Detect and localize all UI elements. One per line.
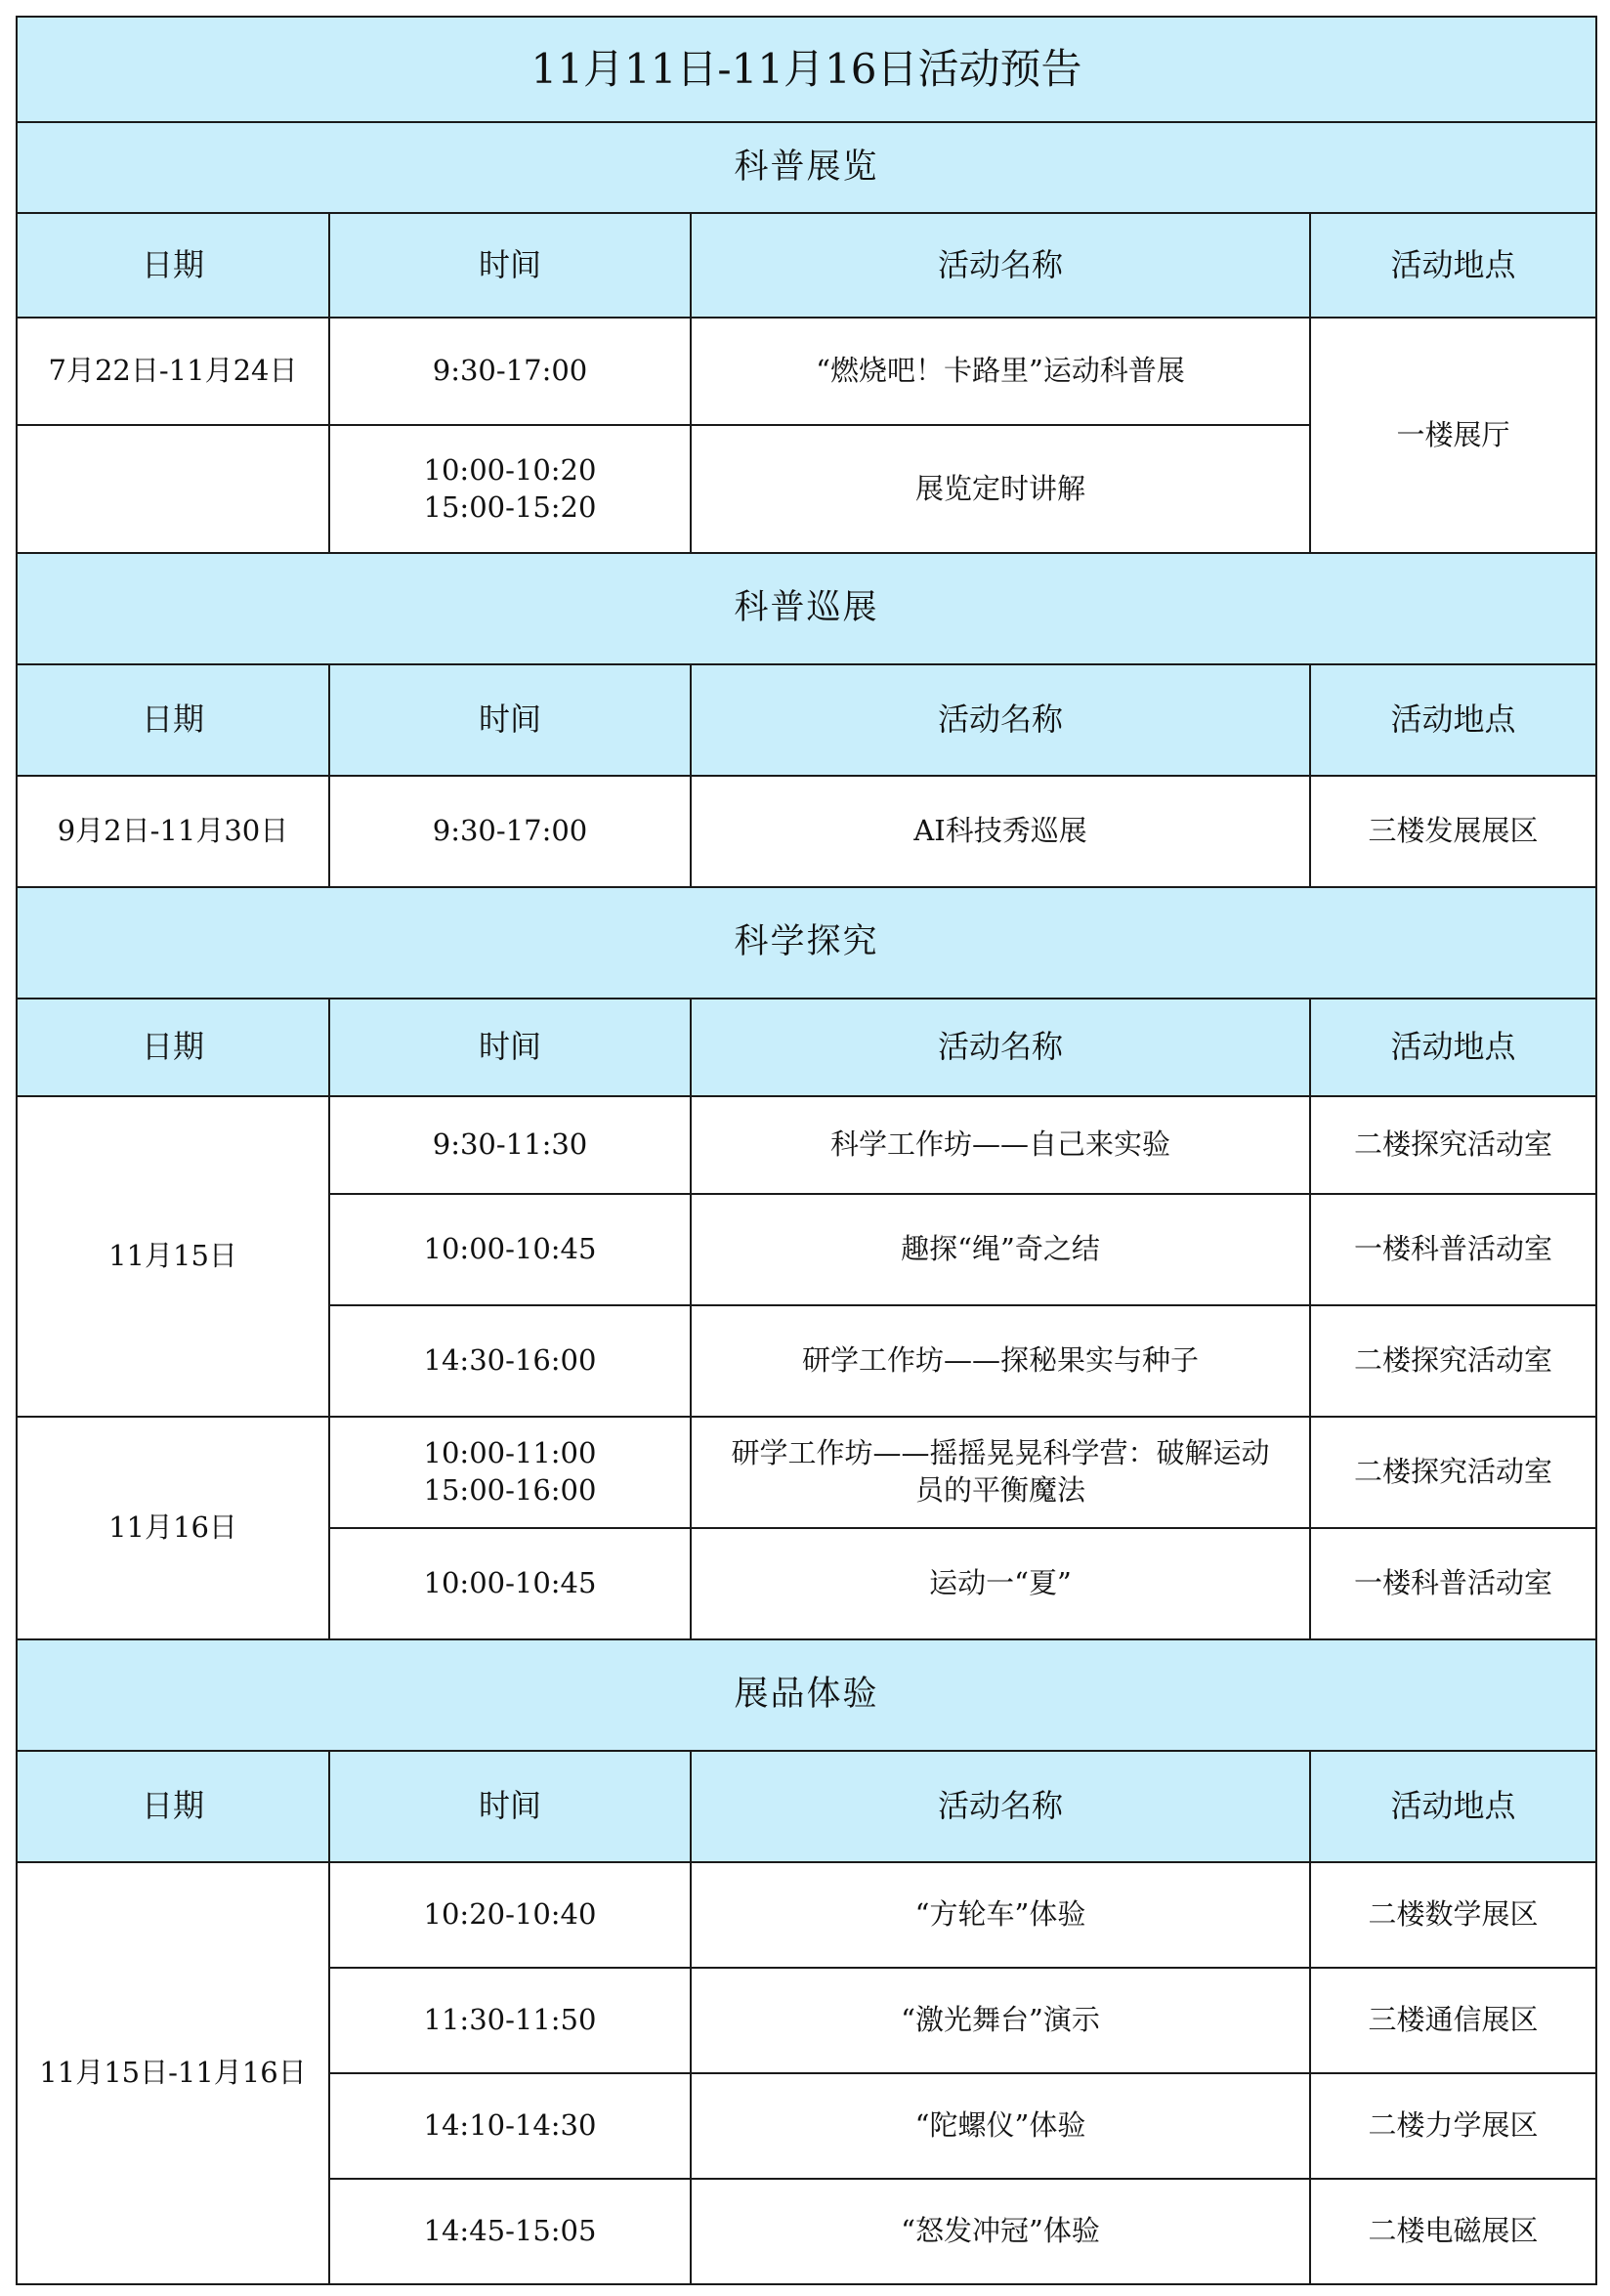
column-header-time: 时间 bbox=[329, 664, 691, 776]
time-cell bbox=[329, 1194, 691, 1305]
time-line: 15:00-15:20 bbox=[423, 489, 597, 524]
time-cell bbox=[329, 1417, 691, 1528]
time-line: 14:30-16:00 bbox=[423, 1343, 597, 1378]
activity-name-cell: “方轮车”体验 bbox=[691, 1862, 1310, 1968]
time-line: 10:00-10:45 bbox=[423, 1566, 597, 1600]
column-header-row bbox=[17, 213, 1596, 318]
column-header-row bbox=[17, 1751, 1596, 1862]
time-cell bbox=[329, 1862, 691, 1968]
time-line: 10:00-11:00 bbox=[423, 1436, 597, 1470]
column-header-name: 活动名称 bbox=[691, 213, 1310, 318]
place-cell: 一楼科普活动室 bbox=[1310, 1528, 1596, 1639]
time-cell bbox=[329, 2073, 691, 2179]
place-cell: 二楼探究活动室 bbox=[1310, 1096, 1596, 1194]
page-title: 11月11日-11月16日活动预告 bbox=[17, 17, 1596, 122]
time-line: 14:10-14:30 bbox=[423, 2108, 597, 2143]
date-cell bbox=[17, 425, 329, 553]
section-heading: 科学探究 bbox=[17, 887, 1596, 999]
section-heading-row bbox=[17, 887, 1596, 999]
place-cell: 三楼发展展区 bbox=[1310, 776, 1596, 887]
table-row bbox=[17, 318, 1596, 425]
time-cell bbox=[329, 1968, 691, 2073]
place-cell: 三楼通信展区 bbox=[1310, 1968, 1596, 2073]
place-cell: 二楼探究活动室 bbox=[1310, 1417, 1596, 1528]
time-cell bbox=[329, 318, 691, 425]
title-row bbox=[17, 17, 1596, 122]
time-cell bbox=[329, 1096, 691, 1194]
section-heading-row bbox=[17, 1639, 1596, 1751]
section-heading: 科普展览 bbox=[17, 122, 1596, 213]
time-cell bbox=[329, 776, 691, 887]
table-row bbox=[17, 1096, 1596, 1194]
place-cell: 二楼电磁展区 bbox=[1310, 2179, 1596, 2284]
activity-name-cell: 趣探“绳”奇之结 bbox=[691, 1194, 1310, 1305]
column-header-date: 日期 bbox=[17, 999, 329, 1096]
activity-name-line: 员的平衡魔法 bbox=[914, 1473, 1085, 1507]
time-line: 11:30-11:50 bbox=[423, 2003, 597, 2037]
date-cell: 7月22日-11月24日 bbox=[17, 318, 329, 425]
table-row bbox=[17, 776, 1596, 887]
activity-name-cell: 研学工作坊——探秘果实与种子 bbox=[691, 1305, 1310, 1417]
column-header-name: 活动名称 bbox=[691, 664, 1310, 776]
column-header-name: 活动名称 bbox=[691, 999, 1310, 1096]
column-header-date: 日期 bbox=[17, 1751, 329, 1862]
place-cell: 二楼探究活动室 bbox=[1310, 1305, 1596, 1417]
column-header-name: 活动名称 bbox=[691, 1751, 1310, 1862]
time-cell bbox=[329, 425, 691, 553]
activity-name-cell: AI科技秀巡展 bbox=[691, 776, 1310, 887]
column-header-time: 时间 bbox=[329, 999, 691, 1096]
date-cell: 11月15日 bbox=[17, 1096, 329, 1417]
section-heading-row bbox=[17, 553, 1596, 664]
column-header-time: 时间 bbox=[329, 1751, 691, 1862]
activity-name-cell: 科学工作坊——自己来实验 bbox=[691, 1096, 1310, 1194]
column-header-row bbox=[17, 999, 1596, 1096]
place-cell: 二楼数学展区 bbox=[1310, 1862, 1596, 1968]
activity-name-cell: “激光舞台”演示 bbox=[691, 1968, 1310, 2073]
activity-name-cell: 运动一“夏” bbox=[691, 1528, 1310, 1639]
activity-name-line: 研学工作坊——摇摇晃晃科学营：破解运动 bbox=[731, 1436, 1270, 1470]
activity-name-cell: “怒发冲冠”体验 bbox=[691, 2179, 1310, 2284]
date-cell: 11月15日-11月16日 bbox=[17, 1862, 329, 2284]
place-cell: 一楼展厅 bbox=[1310, 318, 1596, 553]
place-cell: 一楼科普活动室 bbox=[1310, 1194, 1596, 1305]
date-cell: 11月16日 bbox=[17, 1417, 329, 1639]
activity-name-cell: “燃烧吧！卡路里”运动科普展 bbox=[691, 318, 1310, 425]
time-cell bbox=[329, 2179, 691, 2284]
time-line: 9:30-17:00 bbox=[432, 354, 588, 388]
section-heading: 展品体验 bbox=[17, 1639, 1596, 1751]
time-line: 15:00-16:00 bbox=[423, 1473, 597, 1507]
column-header-row bbox=[17, 664, 1596, 776]
date-cell: 9月2日-11月30日 bbox=[17, 776, 329, 887]
column-header-date: 日期 bbox=[17, 664, 329, 776]
section-heading: 科普巡展 bbox=[17, 553, 1596, 664]
column-header-place: 活动地点 bbox=[1310, 664, 1596, 776]
column-header-time: 时间 bbox=[329, 213, 691, 318]
table-row bbox=[17, 1862, 1596, 1968]
column-header-place: 活动地点 bbox=[1310, 999, 1596, 1096]
time-cell bbox=[329, 1305, 691, 1417]
time-line: 10:00-10:45 bbox=[423, 1232, 597, 1266]
table-row bbox=[17, 1417, 1596, 1528]
time-line: 10:20-10:40 bbox=[423, 1897, 597, 1932]
column-header-place: 活动地点 bbox=[1310, 1751, 1596, 1862]
time-cell bbox=[329, 1528, 691, 1639]
time-line: 9:30-17:00 bbox=[432, 814, 588, 848]
activity-name-cell: “陀螺仪”体验 bbox=[691, 2073, 1310, 2179]
time-line: 10:00-10:20 bbox=[423, 452, 597, 487]
place-cell: 二楼力学展区 bbox=[1310, 2073, 1596, 2179]
column-header-place: 活动地点 bbox=[1310, 213, 1596, 318]
time-line: 14:45-15:05 bbox=[423, 2214, 597, 2248]
activity-name-cell bbox=[691, 1417, 1310, 1528]
activity-name-cell: 展览定时讲解 bbox=[691, 425, 1310, 553]
section-heading-row bbox=[17, 122, 1596, 213]
column-header-date: 日期 bbox=[17, 213, 329, 318]
time-line: 9:30-11:30 bbox=[432, 1127, 588, 1162]
activity-schedule-table bbox=[16, 16, 1597, 2285]
